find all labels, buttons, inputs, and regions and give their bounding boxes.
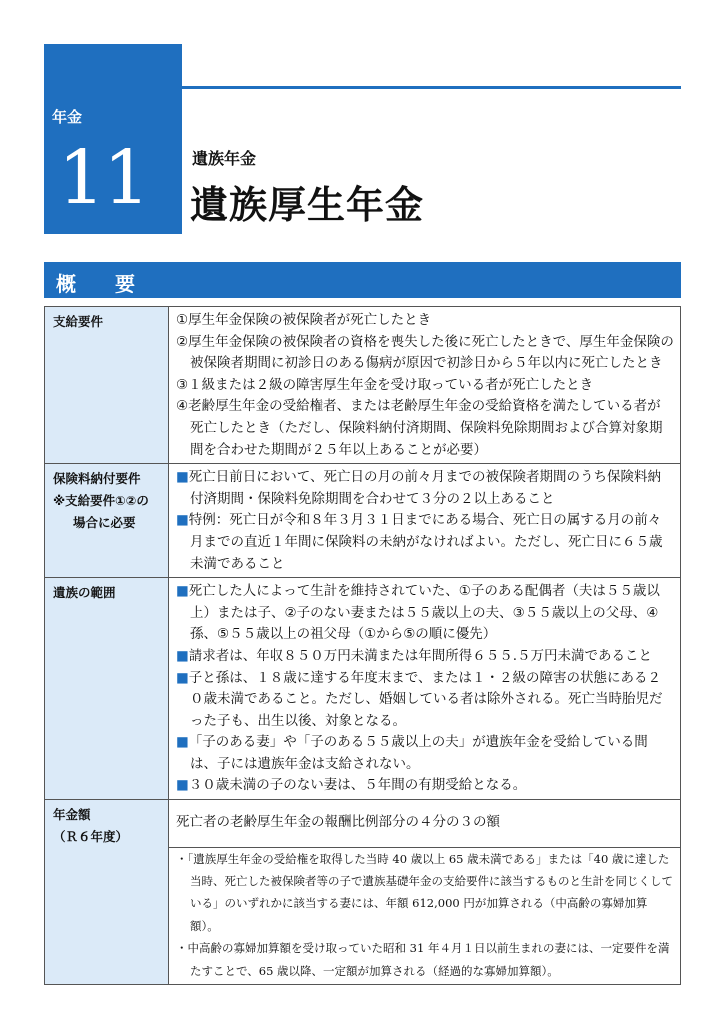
survivors-content [169,578,681,800]
amount-text: 死亡者の老齢厚生年金の報酬比例部分の４分の３の額 [176,814,500,831]
list-item-text: 死亡日前日において、死亡日の月の前々月までの被保険者期間のうち保険料納付済期間・保険料免除期間を合わせて３分の２以上あること [188,469,661,507]
list-item-text: 「子のある妻」や「子のある５５歳以上の夫」が遺族年金を受給している間は、子には遺族年金は支給されない。 [188,734,648,772]
bullet-square-icon: ■ [176,734,189,751]
list-item-text: 子と孫は、１８歳に達する年度末まで、または１・２級の障害の状態にある２０歳未満であること。ただし、婚姻している者は除外される。死亡当時胎児だった子も、出生以後、対象となる。 [188,669,663,729]
amount-notes [169,847,681,984]
list-item [176,510,674,575]
row-label-text: 保険料納付要件 [53,471,141,487]
bullet-square-icon: ■ [176,583,189,600]
header-rule [182,86,681,89]
table-row-contribution [45,464,681,578]
bullet-square-icon: ■ [176,647,189,664]
list-item [176,581,674,646]
table-row-requirements [45,307,681,464]
row-label-text: 年金額 [53,807,91,823]
list-item-text: ３０歳未満の子のない妻は、５年間の有期受給となる。 [188,777,527,794]
overview-table [44,306,681,985]
row-label-text: 遺族の範囲 [53,585,116,601]
bullet-square-icon: ■ [176,669,189,686]
contribution-content [169,464,681,578]
bullet-square-icon: ■ [176,469,189,486]
chapter-number: 11 [58,135,149,221]
row-label-note: 場合に必要 [73,515,136,531]
row-label-amount [45,800,169,985]
row-label-text: 支給要件 [53,314,104,329]
list-item [176,467,674,510]
list-item [176,668,674,733]
page-title: 遺族厚生年金 [190,183,425,227]
bullet-square-icon: ■ [176,777,189,794]
row-label-contribution [45,464,169,578]
list-item-text: 請求者は、年収８５０万円未満または年間所得６５５.５万円未満であること [188,647,653,664]
page-subtitle: 遺族年金 [192,149,257,168]
requirements-content [169,307,681,464]
note-item: ・「遺族厚生年金の受給権を取得した当時 40 歳以上 65 歳未満である」または「40 歳に達した当時、死亡した被保険者等の子で遺族基礎年金の支給要件に該当するものと生計を同じくしている」のいずれかに該当する妻には、年額 612,000 円が加算される（中高齢の寡婦加算額）。 [176,851,673,933]
row-label-survivors [45,578,169,800]
list-item: ①厚生年金保険の被保険者が死亡したとき [176,312,432,328]
list-item [176,775,674,797]
table-row-amount [45,800,681,848]
list-item-text: 特例：死亡日が令和８年３月３１日までにある場合、死亡日の属する月の前々月までの直近１年間に保険料の未納がなければよい。ただし、死亡日に６５歳未満であること [188,512,663,572]
row-label-note: ※支給要件①②の [53,493,149,509]
list-item-text: 死亡した人によって生計を維持されていた、①子のある配偶者（夫は５５歳以上）または子、②子のない妻または５５歳以上の夫、③５５歳以上の父母、④孫、⑤５５歳以上の祖父母（①から⑤の順に優先） [188,583,660,643]
section-title: 概 要 [56,272,151,296]
category-label: 年金 [52,108,83,126]
row-label-note: （Ｒ６年度） [53,829,129,845]
amount-content [169,800,681,848]
section-header [44,262,681,298]
list-item [176,732,674,775]
row-label-requirements [45,307,169,464]
bullet-square-icon: ■ [176,512,189,529]
table-row-survivors [45,578,681,800]
list-item: ③１級または２級の障害厚生年金を受け取っている者が死亡したとき [176,376,594,393]
list-item: ②厚生年金保険の被保険者の資格を喪失した後に死亡したときで、厚生年金保険の被保険者期間に初診日のある傷病が原因で初診日から５年以内に死亡したとき [176,333,674,372]
list-item [176,646,674,668]
list-item: ④老齢厚生年金の受給権者、または老齢厚生年金の受給資格を満たしている者が死亡したとき（ただし、保険料納付済期間、保険料免除期間および合算対象期間を合わせた期間が２５年以上あることが必要） [176,398,663,458]
note-item: ・中高齢の寡婦加算額を受け取っていた昭和 31 年４月１日以前生まれの妻には、一定要件を満たすことで、65 歳以降、一定額が加算される（経過的な寡婦加算額）。 [176,941,670,978]
